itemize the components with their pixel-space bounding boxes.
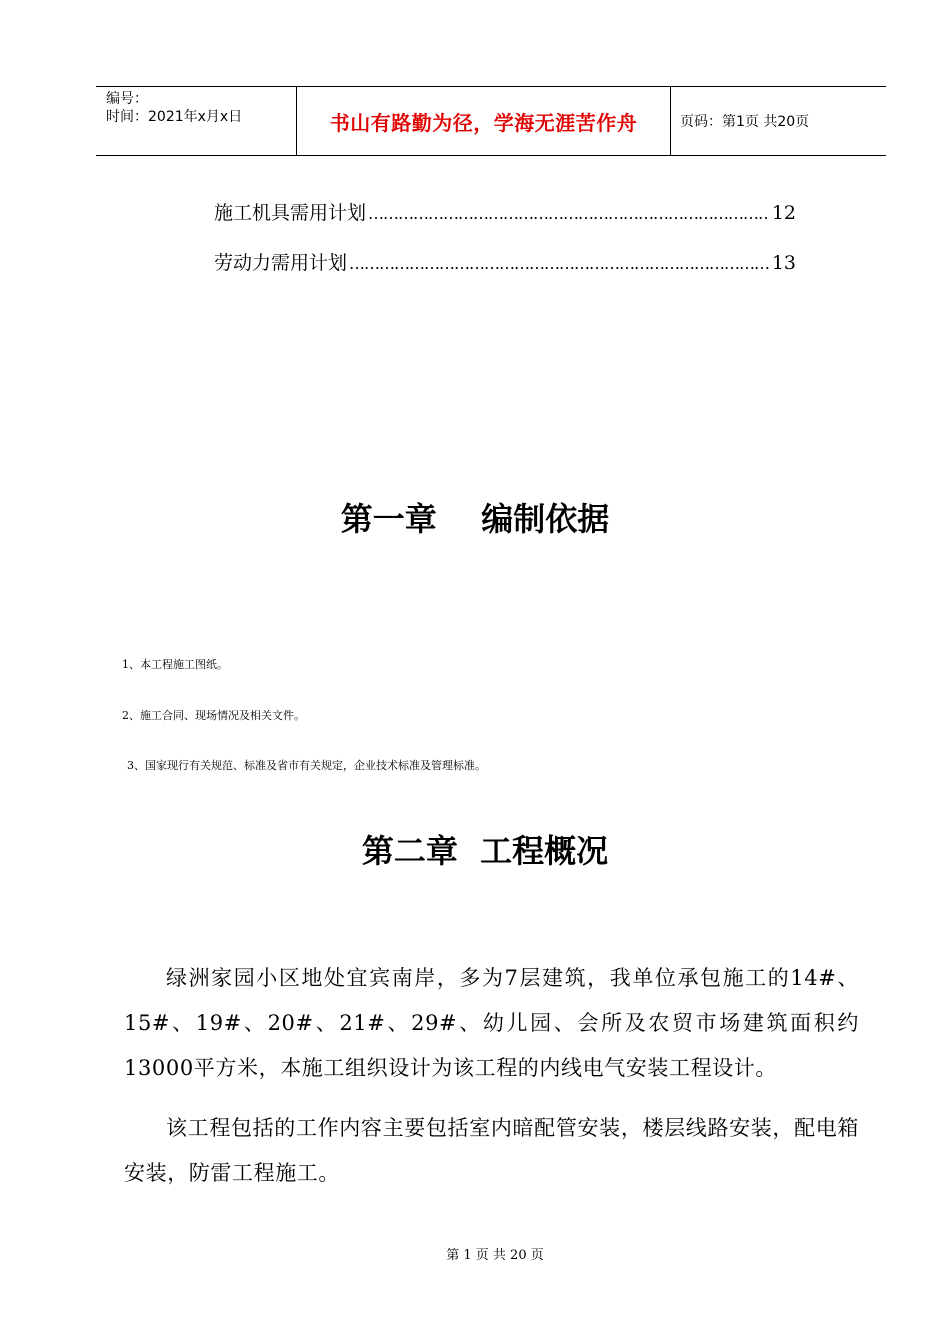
toc-entry-page: 12	[771, 202, 796, 224]
basis-item: 3、国家现行有关规范、标准及省市有关规定，企业技术标准及管理标准。	[127, 759, 486, 772]
time-label: 时间：2021年x月x日	[106, 109, 243, 125]
chapter-1-title: 第一章 编制依据	[340, 500, 610, 538]
basis-item: 1、本工程施工图纸。	[122, 658, 228, 671]
scope-paragraph: 该工程包括的工作内容主要包括室内暗配管安装，楼层线路安装，配电箱安装，防雷工程施工。	[124, 1116, 859, 1185]
header-page-info: 页码：第1页 共20页	[680, 114, 810, 130]
header-motto: 书山有路勤为径，学海无涯苦作舟	[297, 87, 671, 155]
overview-paragraph: 绿洲家园小区地处宜宾南岸，多为7层建筑，我单位承包施工的14#、15#、19#、20#、21#、29#、幼儿园、会所及农贸市场建筑面积约13000平方米，本施工组织设计为该工程的内线电气安装工程设计。	[124, 966, 859, 1080]
toc-entry-title: 施工机具需用计划	[214, 202, 367, 224]
page-footer: 第 1 页 共 20 页	[446, 1248, 544, 1263]
toc-entry[interactable]	[214, 198, 796, 225]
basis-item: 2、施工合同、现场情况及相关文件。	[122, 709, 305, 722]
code-label: 编号：	[106, 91, 148, 107]
toc-entry-title: 劳动力需用计划	[214, 252, 348, 274]
toc-entry[interactable]	[214, 248, 796, 275]
toc-entry-page: 13	[771, 252, 796, 274]
toc-leader-dots	[349, 254, 770, 273]
header-meta	[96, 87, 297, 155]
document-header	[96, 86, 886, 156]
chapter-2-title: 第二章 工程概况	[361, 832, 609, 870]
toc-leader-dots	[368, 204, 770, 223]
